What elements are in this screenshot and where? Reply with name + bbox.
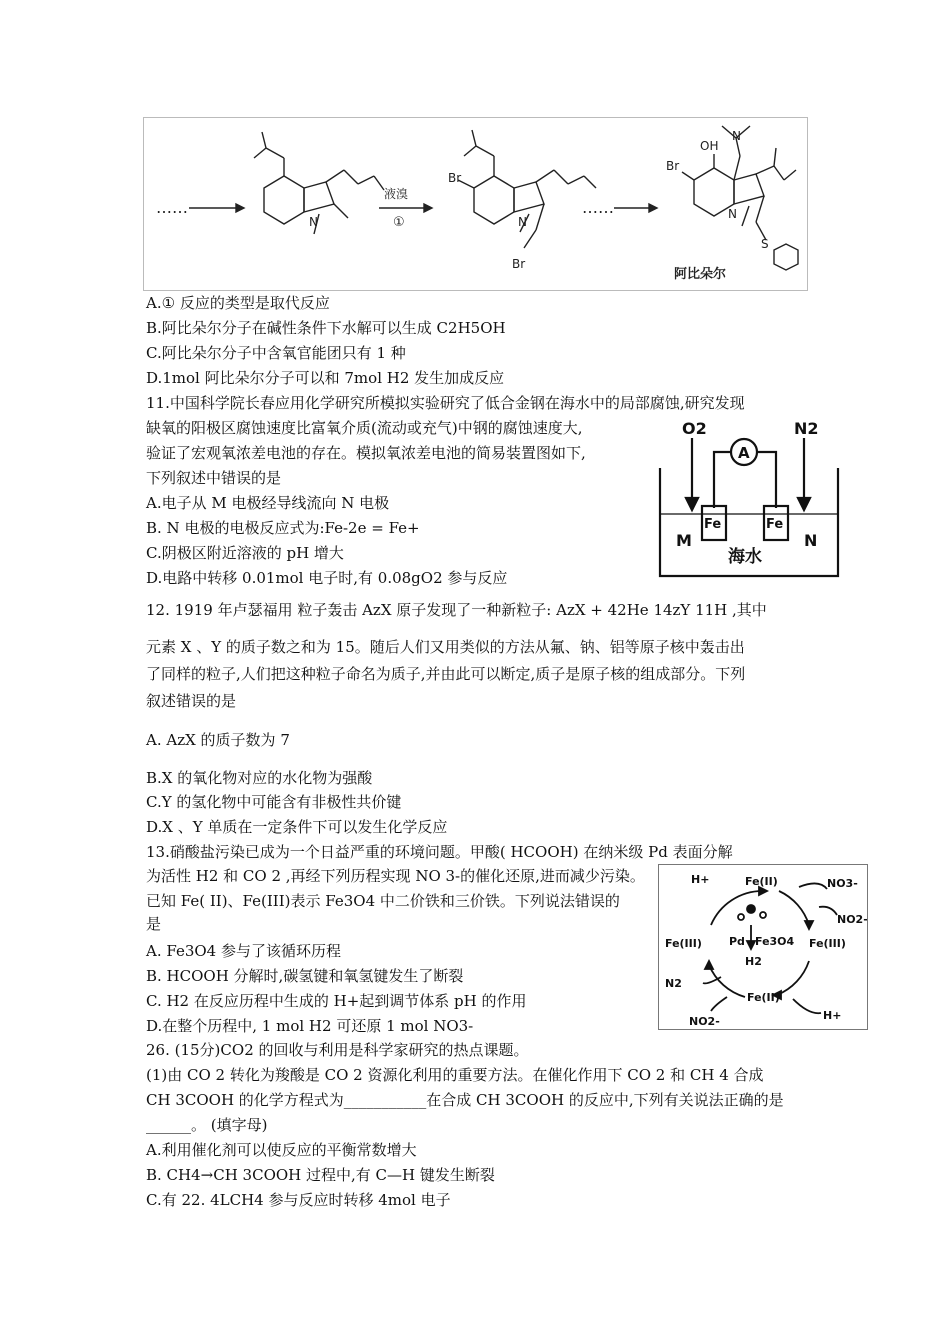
q11-option-d: D.电路中转移 0.01mol 电子时,有 0.08gO2 参与反应: [146, 569, 508, 587]
fe3-label-left: Fe(III): [665, 937, 702, 950]
no3-label: NO3-: [827, 877, 858, 890]
q12-stem-line3: 了同样的粒子,人们把这种粒子命名为质子,并由此可以断定,质子是原子核的组成部分。下列: [146, 665, 746, 683]
sulfur-label: S: [761, 237, 769, 251]
q12-option-d: D.X 、Y 单质在一定条件下可以发生化学反应: [146, 818, 448, 836]
electrode-m-label: M: [676, 531, 692, 550]
q11-stem-line4: 下列叙述中错误的是: [146, 469, 282, 487]
nitrogen-label-1: N: [309, 215, 318, 229]
electrode-n-label: N: [804, 531, 818, 550]
scheme-dots-left: ……: [156, 198, 188, 217]
fe2-label-top: Fe(II): [745, 875, 778, 888]
q26-stem-line1: 26. (15分)CO2 的回收与利用是科学家研究的热点课题。: [146, 1041, 529, 1059]
q13-option-b: B. HCOOH 分解时,碳氢键和氧氢键发生了断裂: [146, 967, 464, 985]
q26-stem-line2: (1)由 CO 2 转化为羧酸是 CO 2 资源化利用的重要方法。在催化作用下 CO 2 和 CH 4 合成: [146, 1066, 764, 1084]
ammeter-label: A: [738, 444, 750, 462]
q26-stem-line3: CH 3COOH 的化学方程式为___________在合成 CH 3COOH 的反应中,下列有关说法正确的是: [146, 1091, 784, 1109]
step-label: ①: [393, 215, 405, 230]
no2-label-right: NO2-: [837, 913, 867, 926]
fe3o4-label: Fe3O4: [755, 935, 795, 948]
q10-option-a: A.① 反应的类型是取代反应: [146, 294, 330, 312]
q13-stem-line4: 是: [146, 915, 162, 933]
bromine-label-product: Br: [666, 159, 680, 173]
q13-option-c: C. H2 在反应历程中生成的 H+起到调节体系 pH 的作用: [146, 992, 527, 1010]
q12-option-c: C.Y 的氢化物中可能含有非极性共价键: [146, 793, 402, 811]
q13-stem-line3: 已知 Fe( II)、Fe(III)表示 Fe3O4 中二价铁和三价铁。下列说法错误的: [146, 892, 620, 910]
pd-label: Pd: [729, 935, 745, 948]
q13-stem-line1: 13.硝酸盐污染已成为一个日益严重的环境问题。甲酸( HCOOH) 在纳米级 Pd 表面分解: [146, 843, 733, 861]
oxygen-cell-svg: [644, 416, 850, 584]
catalytic-cycle-svg: [659, 865, 867, 1029]
fe-electrode-m-label: Fe: [704, 517, 722, 532]
bromine-label-3: Br: [512, 257, 526, 271]
reaction-scheme-figure: [143, 117, 808, 291]
q11-stem-line1: 11.中国科学院长春应用化学研究所模拟实验研究了低合金钢在海水中的局部腐蚀,研究发现: [146, 394, 745, 412]
q13-stem-line2: 为活性 H2 和 CO 2 ,再经下列历程实现 NO 3-的催化还原,进而减少污染。: [146, 867, 645, 885]
nitrogen-label-2: N: [518, 215, 527, 229]
hplus-label-bottom: H+: [823, 1009, 842, 1022]
nitrogen-label-3: N: [728, 207, 737, 221]
q12-option-b: B.X 的氧化物对应的水化物为强酸: [146, 769, 373, 787]
reagent-label: 液溴: [384, 187, 409, 201]
q13-option-a: A. Fe3O4 参与了该循环历程: [146, 942, 341, 960]
q11-option-a: A.电子从 M 电极经导线流向 N 电极: [146, 494, 390, 512]
seawater-label: 海水: [728, 547, 762, 567]
n2-label-cycle: N2: [665, 977, 682, 990]
q10-option-d: D.1mol 阿比朵尔分子可以和 7mol H2 发生加成反应: [146, 369, 505, 387]
catalytic-cycle-figure: [658, 864, 868, 1030]
fe2-label-bottom: Fe(II): [747, 991, 780, 1004]
q26-option-c: C.有 22. 4LCH4 参与反应时转移 4mol 电子: [146, 1191, 451, 1209]
fe-electrode-n-label: Fe: [766, 517, 784, 532]
no2-label-bottom: NO2-: [689, 1015, 720, 1028]
q13-option-d: D.在整个历程中, 1 mol H2 可还原 1 mol NO3-: [146, 1017, 474, 1035]
reaction-scheme-svg: [144, 118, 807, 290]
o2-label: O2: [682, 419, 707, 438]
q26-stem-line4: ______。 (填字母): [146, 1116, 268, 1134]
q26-option-a: A.利用催化剂可以使反应的平衡常数增大: [146, 1141, 417, 1159]
scheme-dots-right: ……: [582, 198, 614, 217]
q26-option-b: B. CH4→CH 3COOH 过程中,有 C—H 键发生断裂: [146, 1166, 495, 1184]
nitrogen-label-product: N: [732, 129, 741, 143]
product-name: 阿比朵尔: [674, 267, 727, 282]
q11-option-c: C.阴极区附近溶液的 pH 增大: [146, 544, 344, 562]
q11-stem-line2: 缺氧的阳极区腐蚀速度比富氧介质(流动或充气)中钢的腐蚀速度大,: [146, 419, 583, 437]
q10-option-b: B.阿比朵尔分子在碱性条件下水解可以生成 C2H5OH: [146, 319, 506, 337]
n2-label: N2: [794, 419, 819, 438]
q12-stem-line4: 叙述错误的是: [146, 692, 237, 710]
q11-stem-line3: 验证了宏观氧浓差电池的存在。模拟氧浓差电池的简易装置图如下,: [146, 444, 586, 462]
q12-stem-line1: 12. 1919 年卢瑟福用 粒子轰击 AzX 原子发现了一种新粒子: AzX + 42He 14zY 11H ,其中: [146, 601, 767, 619]
q11-option-b: B. N 电极的电极反应式为:Fe-2e = Fe+: [146, 519, 420, 537]
q12-option-a: A. AzX 的质子数为 7: [146, 731, 290, 749]
hydroxyl-label: OH: [700, 139, 719, 153]
hplus-label-top: H+: [691, 873, 710, 886]
h2-label: H2: [745, 955, 762, 968]
fe3-label-right: Fe(III): [809, 937, 846, 950]
oxygen-cell-figure: [644, 416, 850, 584]
q10-option-c: C.阿比朵尔分子中含氧官能团只有 1 种: [146, 344, 406, 362]
q12-stem-line2: 元素 X 、Y 的质子数之和为 15。随后人们又用类似的方法从氟、钠、铝等原子核中轰击出: [146, 638, 745, 656]
bromine-label-2: Br: [448, 171, 462, 185]
